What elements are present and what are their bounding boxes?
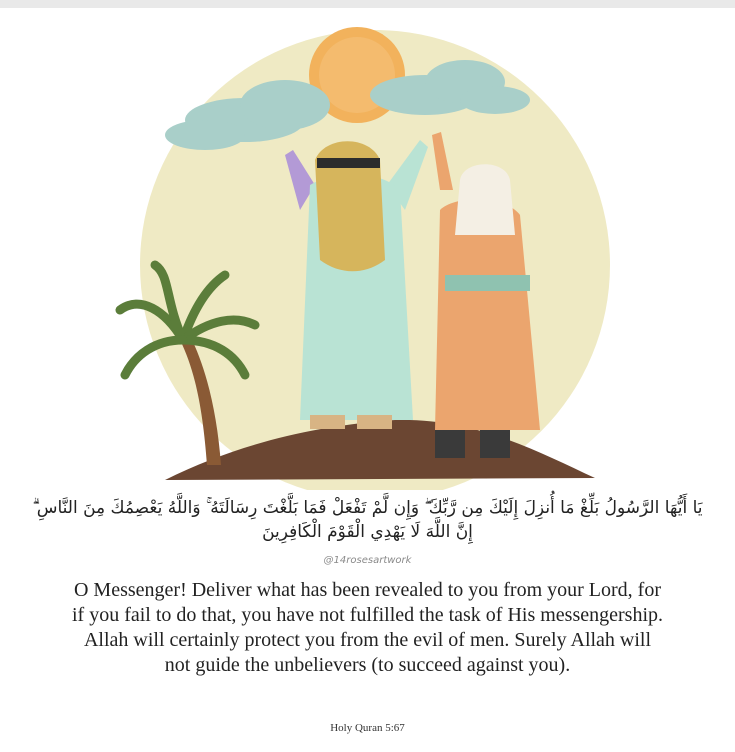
translation-text: O Messenger! Deliver what has been revealed to you from your Lord, for if you fail to do that, you have not fulfilled the task of His messengership. Allah will certainly protect you from the evil of men. Surely Allah will not guide the unbelievers (to succeed against you). [72, 579, 663, 676]
illustration [95, 10, 655, 490]
top-border [0, 0, 735, 8]
artist-credit: @14rosesartwork [323, 555, 412, 566]
arabic-verse: يَا أَيُّهَا الرَّسُولُ بَلِّغْ مَا أُنزِلَ إِلَيْكَ مِن رَّبِّكَ ۖ وَإِن لَّمْ تَفْعَلْ فَمَا بَلَّغْتَ رِسَالَتَهُ ۚ وَاللَّهُ يَعْصِمُكَ مِنَ النَّاسِ ۗ إِنَّ اللَّهَ لَا يَهْدِي الْقَوْمَ الْكَافِرِينَ [32, 498, 703, 542]
citation: Holy Quran 5:67 [330, 722, 405, 734]
